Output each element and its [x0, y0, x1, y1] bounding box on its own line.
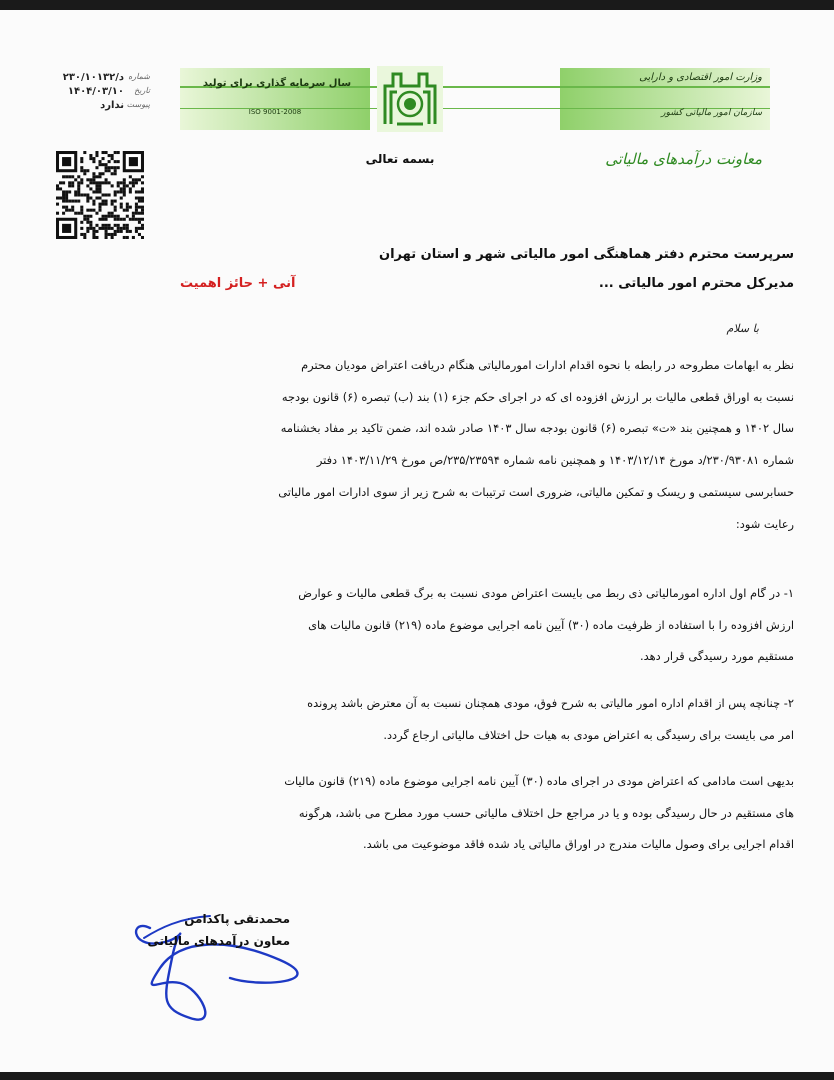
item-line: ارزش افزوده را با استفاده از ظرفیت ماده (۳۰) آیین نامه اجرایی موضوع ماده (۲۱۹) قانون مالیات های: [308, 617, 794, 632]
ministry-name: وزارت امور اقتصادی و دارایی: [639, 72, 762, 83]
letter-meta: [40, 72, 150, 114]
top-border: [0, 0, 834, 10]
closing-line: بدیهی است مادامی که اعتراض مودی در اجرای ماده (۳۰) آیین نامه اجرایی موضوع ماده (۲۱۹) قانون مالیات: [284, 774, 794, 788]
number-label: شماره: [128, 72, 150, 81]
bottom-border: [0, 1072, 834, 1080]
recipient-line-2: مدیرکل محترم امور مالیاتی ...: [598, 276, 794, 291]
closing-line: اقدام اجرایی برای وصول مالیات مندرج در اوراق مالیاتی یاد شده فاقد موضوعیت می باشد.: [363, 837, 794, 852]
closing-paragraph: [42, 766, 794, 861]
iso-label: ISO 9001-2008: [248, 108, 302, 116]
letter-date: ۱۴۰۴/۰۳/۱۰: [67, 86, 124, 97]
body-line: سال ۱۴۰۲ و همچنین بند «ت» تبصره (۶) قانون بودجه سال ۱۴۰۳ صادر شده اند، ضمن تاکید بر مفاد بخشنامه: [280, 421, 794, 436]
year-slogan: سال سرمایه گذاری برای تولید: [202, 78, 352, 89]
meta-number-row: [40, 72, 150, 86]
organization-name: سازمان امور مالیاتی کشور: [661, 108, 762, 118]
header-banner: [180, 68, 770, 130]
recipient-line-1: سرپرست محترم دفتر هماهنگی امور مالیاتی شهر و استان تهران: [378, 247, 794, 262]
meta-date-row: [40, 86, 150, 100]
tax-organization-emblem-icon: [377, 66, 443, 132]
body-line: حسابرسی سیستمی و ریسک و تمکین مالیاتی، ضروری است ترتیبات به شرح زیر از سوی ادارات امور مالیاتی: [278, 484, 794, 499]
meta-attachment-row: [40, 100, 150, 114]
body-line: نظر به ابهامات مطروحه در رابطه با نحوه اقدام ادارات امورمالیاتی هنگام دریافت اعتراض مودیان محترم: [301, 358, 794, 372]
deputy-title: معاونت درآمدهای مالیاتی: [605, 150, 762, 168]
body-line: نسبت به اوراق قطعی مالیات بر ارزش افزوده ای که در اجرای حکم جزء (۱) بند (ب) تبصره (۶) قانون بودجه: [281, 389, 794, 404]
urgency-label: آنی + حائز اهمیت: [180, 276, 296, 291]
signatory-name: محمدتقی پاکدامن: [184, 912, 290, 926]
list-item-1: [42, 578, 794, 673]
letter-body: [42, 350, 794, 540]
item-line: ۱- در گام اول اداره امورمالیاتی ذی ربط می بایست اعتراض مودی نسبت به برگ قطعی مالیات و عوارض: [298, 586, 794, 600]
basmala: بسمه تعالی: [365, 152, 435, 166]
qr-code-icon: [56, 150, 144, 240]
date-label: تاریخ: [134, 86, 150, 95]
item-line: ۲- چنانچه پس از اقدام اداره امور مالیاتی به شرح فوق، مودی همچنان نسبت به آن معترض باشد پرونده: [307, 696, 794, 710]
attachment-value: ندارد: [100, 100, 124, 111]
item-line: امر می بایست برای رسیدگی به اعتراض مودی به هیات حل اختلاف مالیاتی ارجاع گردد.: [383, 727, 794, 742]
attachment-label: پیوست: [126, 100, 150, 109]
list-item-2: [42, 688, 794, 751]
body-line: شماره ۲۳۰/۹۳۰۸۱/د مورخ ۱۴۰۳/۱۲/۱۴ و همچنین نامه شماره ۲۳۵/۲۳۵۹۴/ص مورخ ۱۴۰۳/۱۱/۲۹ دفتر: [316, 453, 794, 468]
body-line: رعایت شود:: [735, 516, 794, 531]
item-line: مستقیم مورد رسیدگی قرار دهد.: [640, 649, 794, 664]
salutation: با سلام: [726, 322, 759, 335]
closing-line: های مستقیم در حال رسیدگی بوده و یا در مراجع حل اختلاف مالیاتی حسب مورد مطرح می باشد، هرگونه: [298, 805, 794, 820]
signatory-title: معاون درآمدهای مالیاتی: [147, 934, 290, 948]
letter-number: د/۲۳۰/۱۰۱۳۲: [62, 72, 124, 83]
